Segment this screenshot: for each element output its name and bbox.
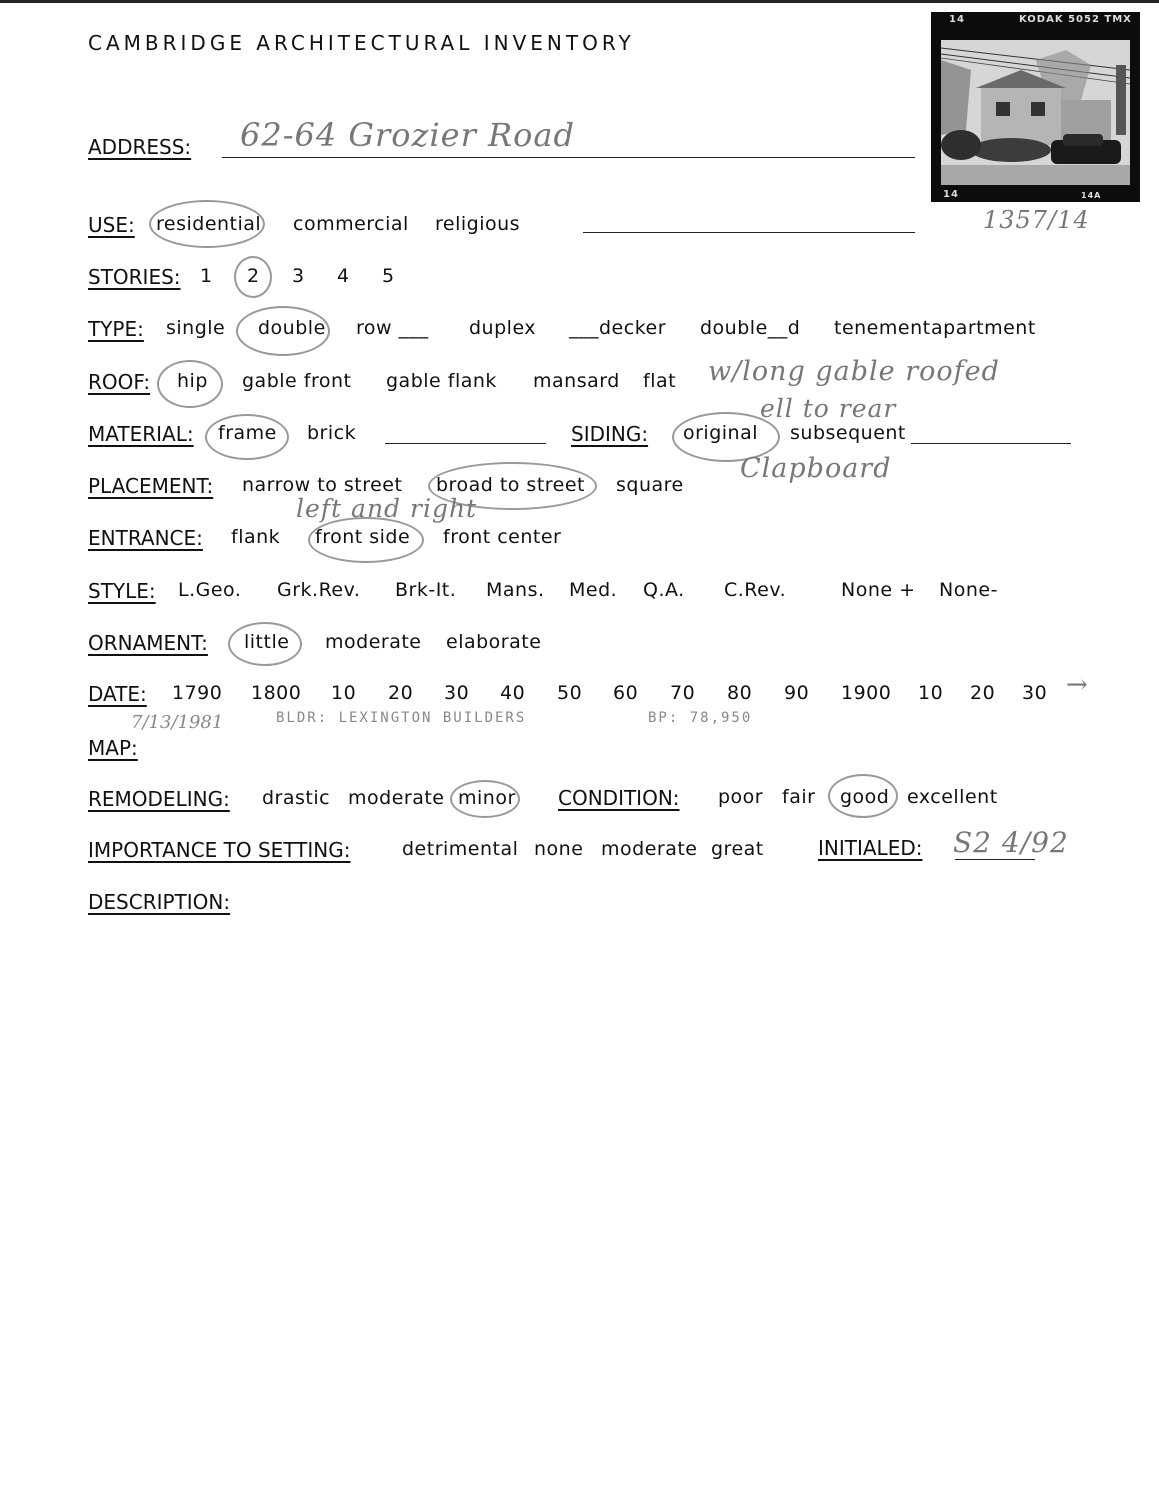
film-brand-label: KODAK 5052 TMX: [1019, 14, 1132, 25]
importance-option-great[interactable]: great: [711, 838, 764, 860]
type-option-double-d[interactable]: double__d: [700, 317, 801, 339]
stories-option-1[interactable]: 1: [200, 265, 213, 287]
style-option-crev[interactable]: C.Rev.: [724, 579, 787, 601]
selection-circle-remodeling: [450, 780, 520, 818]
date-option-1810[interactable]: 10: [331, 682, 357, 704]
placement-option-square[interactable]: square: [616, 474, 684, 496]
roof-option-gable-flank[interactable]: gable flank: [386, 370, 497, 392]
style-option-none-minus[interactable]: None-: [939, 579, 998, 601]
style-option-mans[interactable]: Mans.: [486, 579, 545, 601]
date-option-1830[interactable]: 30: [444, 682, 470, 704]
date-option-1860[interactable]: 60: [613, 682, 639, 704]
roof-option-mansard[interactable]: mansard: [533, 370, 620, 392]
ornament-option-moderate[interactable]: moderate: [325, 631, 422, 653]
address-value: 62-64 Grozier Road: [240, 116, 575, 154]
map-label: MAP:: [88, 736, 138, 760]
condition-option-excellent[interactable]: excellent: [907, 786, 998, 808]
siding-other-line: [911, 443, 1071, 444]
date-option-1850[interactable]: 50: [557, 682, 583, 704]
film-frame-number-bottom: 14: [943, 189, 959, 200]
use-option-residential[interactable]: residential: [156, 213, 262, 235]
date-note-bp: BP: 78,950: [648, 710, 753, 726]
selection-circle-entrance: [308, 517, 424, 563]
material-option-frame[interactable]: frame: [218, 422, 277, 444]
roof-note-line1: w/long gable roofed: [708, 356, 1000, 387]
date-option-1800[interactable]: 1800: [251, 682, 302, 704]
selection-circle-ornament: [228, 622, 302, 666]
condition-option-good[interactable]: good: [840, 786, 890, 808]
initialed-label: INITIALED:: [818, 836, 923, 860]
photo-caption: 1357/14: [983, 206, 1090, 234]
date-label: DATE:: [88, 682, 147, 706]
stories-option-4[interactable]: 4: [337, 265, 350, 287]
use-label: USE:: [88, 213, 135, 237]
address-label: ADDRESS:: [88, 135, 192, 159]
date-note-date: 7/13/1981: [131, 712, 224, 733]
use-option-religious[interactable]: religious: [435, 213, 521, 235]
top-border: [0, 0, 1159, 3]
selection-circle-use: [149, 200, 265, 248]
style-option-none-plus[interactable]: None +: [841, 579, 916, 601]
date-option-1910[interactable]: 10: [918, 682, 944, 704]
building-photo: [931, 12, 1140, 202]
siding-option-original[interactable]: original: [683, 422, 759, 444]
date-arrow-icon: →: [1066, 670, 1089, 700]
entrance-option-front-side[interactable]: front side: [315, 526, 411, 548]
entrance-option-flank[interactable]: flank: [231, 526, 281, 548]
ornament-option-elaborate[interactable]: elaborate: [446, 631, 542, 653]
form-title: CAMBRIDGE ARCHITECTURAL INVENTORY: [88, 31, 635, 55]
description-label: DESCRIPTION:: [88, 890, 231, 914]
importance-option-none[interactable]: none: [534, 838, 584, 860]
style-option-brkit[interactable]: Brk-It.: [395, 579, 457, 601]
type-label: TYPE:: [88, 317, 144, 341]
date-option-1880[interactable]: 80: [727, 682, 753, 704]
style-option-lgeo[interactable]: L.Geo.: [178, 579, 242, 601]
siding-option-subsequent[interactable]: subsequent: [790, 422, 906, 444]
type-option-duplex[interactable]: duplex: [469, 317, 537, 339]
remodeling-label: REMODELING:: [88, 787, 230, 811]
selection-circle-type: [236, 306, 330, 356]
date-option-1840[interactable]: 40: [500, 682, 526, 704]
film-frame-number-top: 14: [949, 14, 965, 25]
siding-label: SIDING:: [571, 422, 649, 446]
roof-option-hip[interactable]: hip: [177, 370, 208, 392]
date-option-1900[interactable]: 1900: [841, 682, 892, 704]
photo-scene: [941, 40, 1130, 185]
initialed-value: S2 4/92: [953, 826, 1069, 859]
house-photo-image: [941, 40, 1130, 185]
style-option-grkrev[interactable]: Grk.Rev.: [277, 579, 361, 601]
date-option-1890[interactable]: 90: [784, 682, 810, 704]
date-option-1870[interactable]: 70: [670, 682, 696, 704]
ornament-option-little[interactable]: little: [244, 631, 290, 653]
material-label: MATERIAL:: [88, 422, 194, 446]
roof-option-flat[interactable]: flat: [643, 370, 677, 392]
ornament-label: ORNAMENT:: [88, 631, 208, 655]
date-option-1790[interactable]: 1790: [172, 682, 223, 704]
film-frame-sub-label: 14A: [1081, 191, 1102, 200]
entrance-label: ENTRANCE:: [88, 526, 203, 550]
siding-note: Clapboard: [740, 453, 892, 484]
material-other-line: [385, 443, 546, 444]
date-note-builder: BLDR: LEXINGTON BUILDERS: [276, 710, 527, 726]
importance-option-moderate[interactable]: moderate: [601, 838, 698, 860]
address-line: [222, 157, 915, 158]
type-option-tenement[interactable]: tenement: [834, 317, 931, 339]
selection-circle-stories: [234, 256, 272, 298]
remodeling-option-drastic[interactable]: drastic: [262, 787, 331, 809]
initialed-line: [955, 859, 1035, 860]
style-label: STYLE:: [88, 579, 156, 603]
remodeling-option-minor[interactable]: minor: [458, 787, 516, 809]
entrance-note: left and right: [296, 494, 478, 523]
selection-circle-condition: [828, 774, 898, 818]
stories-option-5[interactable]: 5: [382, 265, 395, 287]
style-option-qa[interactable]: Q.A.: [643, 579, 685, 601]
entrance-option-front-center[interactable]: front center: [443, 526, 562, 548]
roof-note-line2: ell to rear: [760, 394, 897, 423]
remodeling-option-moderate[interactable]: moderate: [348, 787, 445, 809]
date-option-1820[interactable]: 20: [388, 682, 414, 704]
style-option-med[interactable]: Med.: [569, 579, 618, 601]
condition-label: CONDITION:: [558, 786, 680, 810]
selection-circle-roof: [157, 360, 223, 408]
material-option-brick[interactable]: brick: [307, 422, 357, 444]
stories-label: STORIES:: [88, 265, 181, 289]
use-other-line: [583, 232, 915, 233]
use-option-commercial[interactable]: commercial: [293, 213, 409, 235]
roof-option-gable-front[interactable]: gable front: [242, 370, 352, 392]
selection-circle-material: [205, 414, 289, 460]
type-option-row[interactable]: row ___: [356, 317, 429, 339]
importance-label: IMPORTANCE TO SETTING:: [88, 838, 351, 862]
placement-option-narrow[interactable]: narrow to street: [242, 474, 403, 496]
type-option-double[interactable]: double: [258, 317, 326, 339]
date-option-1920[interactable]: 20: [970, 682, 996, 704]
date-option-1930[interactable]: 30: [1022, 682, 1048, 704]
roof-label: ROOF:: [88, 370, 151, 394]
importance-option-detrimental[interactable]: detrimental: [402, 838, 519, 860]
type-option-decker[interactable]: ___decker: [569, 317, 667, 339]
stories-option-3[interactable]: 3: [292, 265, 305, 287]
placement-label: PLACEMENT:: [88, 474, 214, 498]
condition-option-fair[interactable]: fair: [782, 786, 816, 808]
stories-option-2[interactable]: 2: [247, 265, 260, 287]
type-option-apartment[interactable]: apartment: [931, 317, 1036, 339]
placement-option-broad[interactable]: broad to street: [436, 474, 586, 496]
type-option-single[interactable]: single: [166, 317, 226, 339]
condition-option-poor[interactable]: poor: [718, 786, 764, 808]
